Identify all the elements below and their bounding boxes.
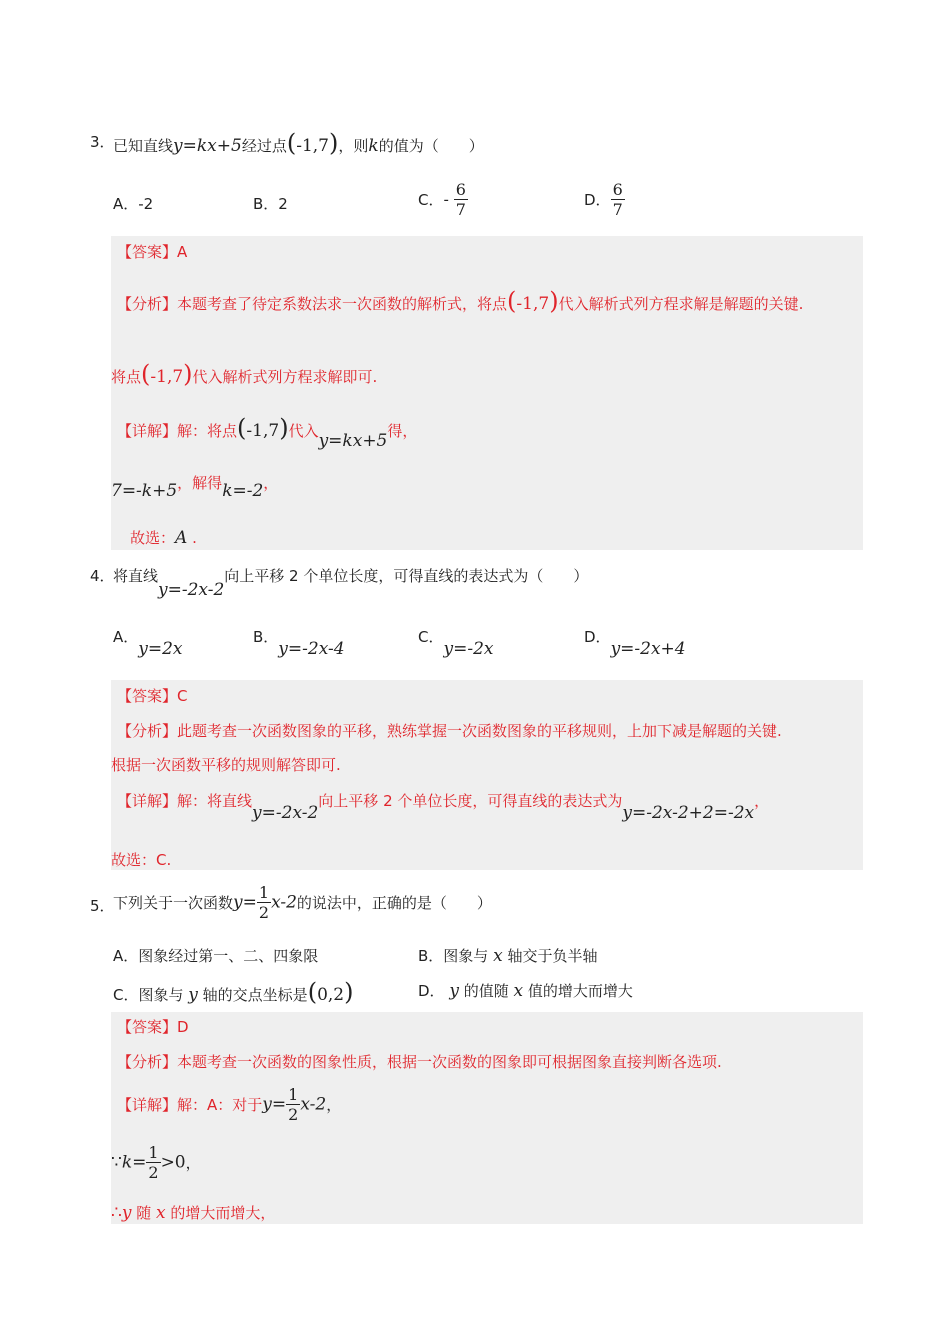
analysis-line: 【分析】本题考查一次函数的图象性质，根据一次函数的图象即可根据图象直接判断各选项. bbox=[117, 1053, 722, 1071]
option-b: B．2 bbox=[253, 195, 288, 213]
question-stem: 将直线y=-2x-2向上平移 2 个单位长度，可得直线的表达式为（ ） bbox=[113, 567, 589, 600]
answer-box bbox=[111, 680, 863, 870]
question-number: 4． bbox=[90, 567, 115, 585]
stem-text: 的值为（ ） bbox=[378, 137, 484, 155]
option-b: B．图象与 x 轴交于负半轴 bbox=[418, 946, 598, 966]
option-a: A．-2 bbox=[113, 195, 154, 213]
option-b: B．y=-2x-4 bbox=[253, 628, 345, 659]
option-d: D．y=-2x+4 bbox=[584, 628, 686, 659]
option-c: C．y=-2x bbox=[418, 628, 494, 659]
answer-line: 【答案】D bbox=[117, 1018, 189, 1036]
solution-step: 7=-k+5，解得k=-2， bbox=[111, 474, 279, 501]
detail-line: 【详解】解：将直线y=-2x-2向上平移 2 个单位长度，可得直线的表达式为y=-2x-2+2=-2x， bbox=[117, 792, 770, 823]
answer-box bbox=[111, 1012, 863, 1224]
fraction: $\frac{6}{7}$ bbox=[612, 180, 623, 219]
line-equation: y=-2x-2 bbox=[158, 580, 225, 600]
choose-line: 故选：C. bbox=[111, 851, 172, 869]
point-coordinates: -1,7 bbox=[296, 136, 329, 156]
analysis-line-2: 根据一次函数平移的规则解答即可. bbox=[111, 756, 341, 774]
detail-line: 【详解】解：A：对于y= $\frac{1}{2}$ x-2， bbox=[117, 1085, 342, 1124]
question-number: 5． bbox=[90, 897, 115, 915]
option-d: D． $\frac{6}{7}$ bbox=[584, 180, 623, 219]
option-a: A．y=2x bbox=[113, 628, 183, 659]
option-c: C．- $\frac{6}{7}$ bbox=[418, 180, 466, 219]
question-stem: 已知直线y=kx+5经过点(-1,7)，则k的值为（ ） bbox=[113, 129, 484, 157]
stem-text: 已知直线 bbox=[113, 137, 174, 155]
therefore-line: ∴y 随 x 的增大而增大， bbox=[111, 1203, 276, 1223]
option-c: C．图象与 y 轴的交点坐标是(0,2) bbox=[113, 978, 354, 1006]
choose-line: 故选：A . bbox=[130, 528, 197, 548]
option-a: A．图象经过第一、二、四象限 bbox=[113, 947, 319, 965]
answer-line: 【答案】A bbox=[117, 243, 188, 261]
option-d: D． y 的值随 x 值的增大而增大 bbox=[418, 981, 633, 1001]
answer-box bbox=[111, 236, 863, 550]
stem-text: ，则 bbox=[338, 137, 369, 155]
stem-text: 经过点 bbox=[241, 137, 287, 155]
variable-k: k bbox=[368, 136, 379, 156]
question-number: 3． bbox=[90, 133, 115, 151]
answer-line: 【答案】C bbox=[117, 687, 188, 705]
detail-line: 【详解】解：将点(-1,7)代入y=kx+5得， bbox=[117, 414, 418, 451]
question-stem: 下列关于一次函数y= $\frac{1}{2}$ x-2的说法中，正确的是（ ） bbox=[113, 883, 492, 922]
analysis-line: 【分析】此题考查一次函数图象的平移，熟练掌握一次函数图象的平移规则，上加下减是解题的关键. bbox=[117, 722, 782, 740]
fraction: $\frac{6}{7}$ bbox=[455, 180, 466, 219]
because-line: ∵k= $\frac{1}{2}$ >0， bbox=[111, 1143, 201, 1182]
analysis-line: 【分析】本题考查了待定系数法求一次函数的解析式，将点(-1,7)代入解析式列方程求解是解题的关键. bbox=[117, 287, 804, 315]
line-equation: y=kx+5 bbox=[173, 136, 242, 156]
analysis-line-2: 将点(-1,7)代入解析式列方程求解即可. bbox=[111, 360, 378, 388]
